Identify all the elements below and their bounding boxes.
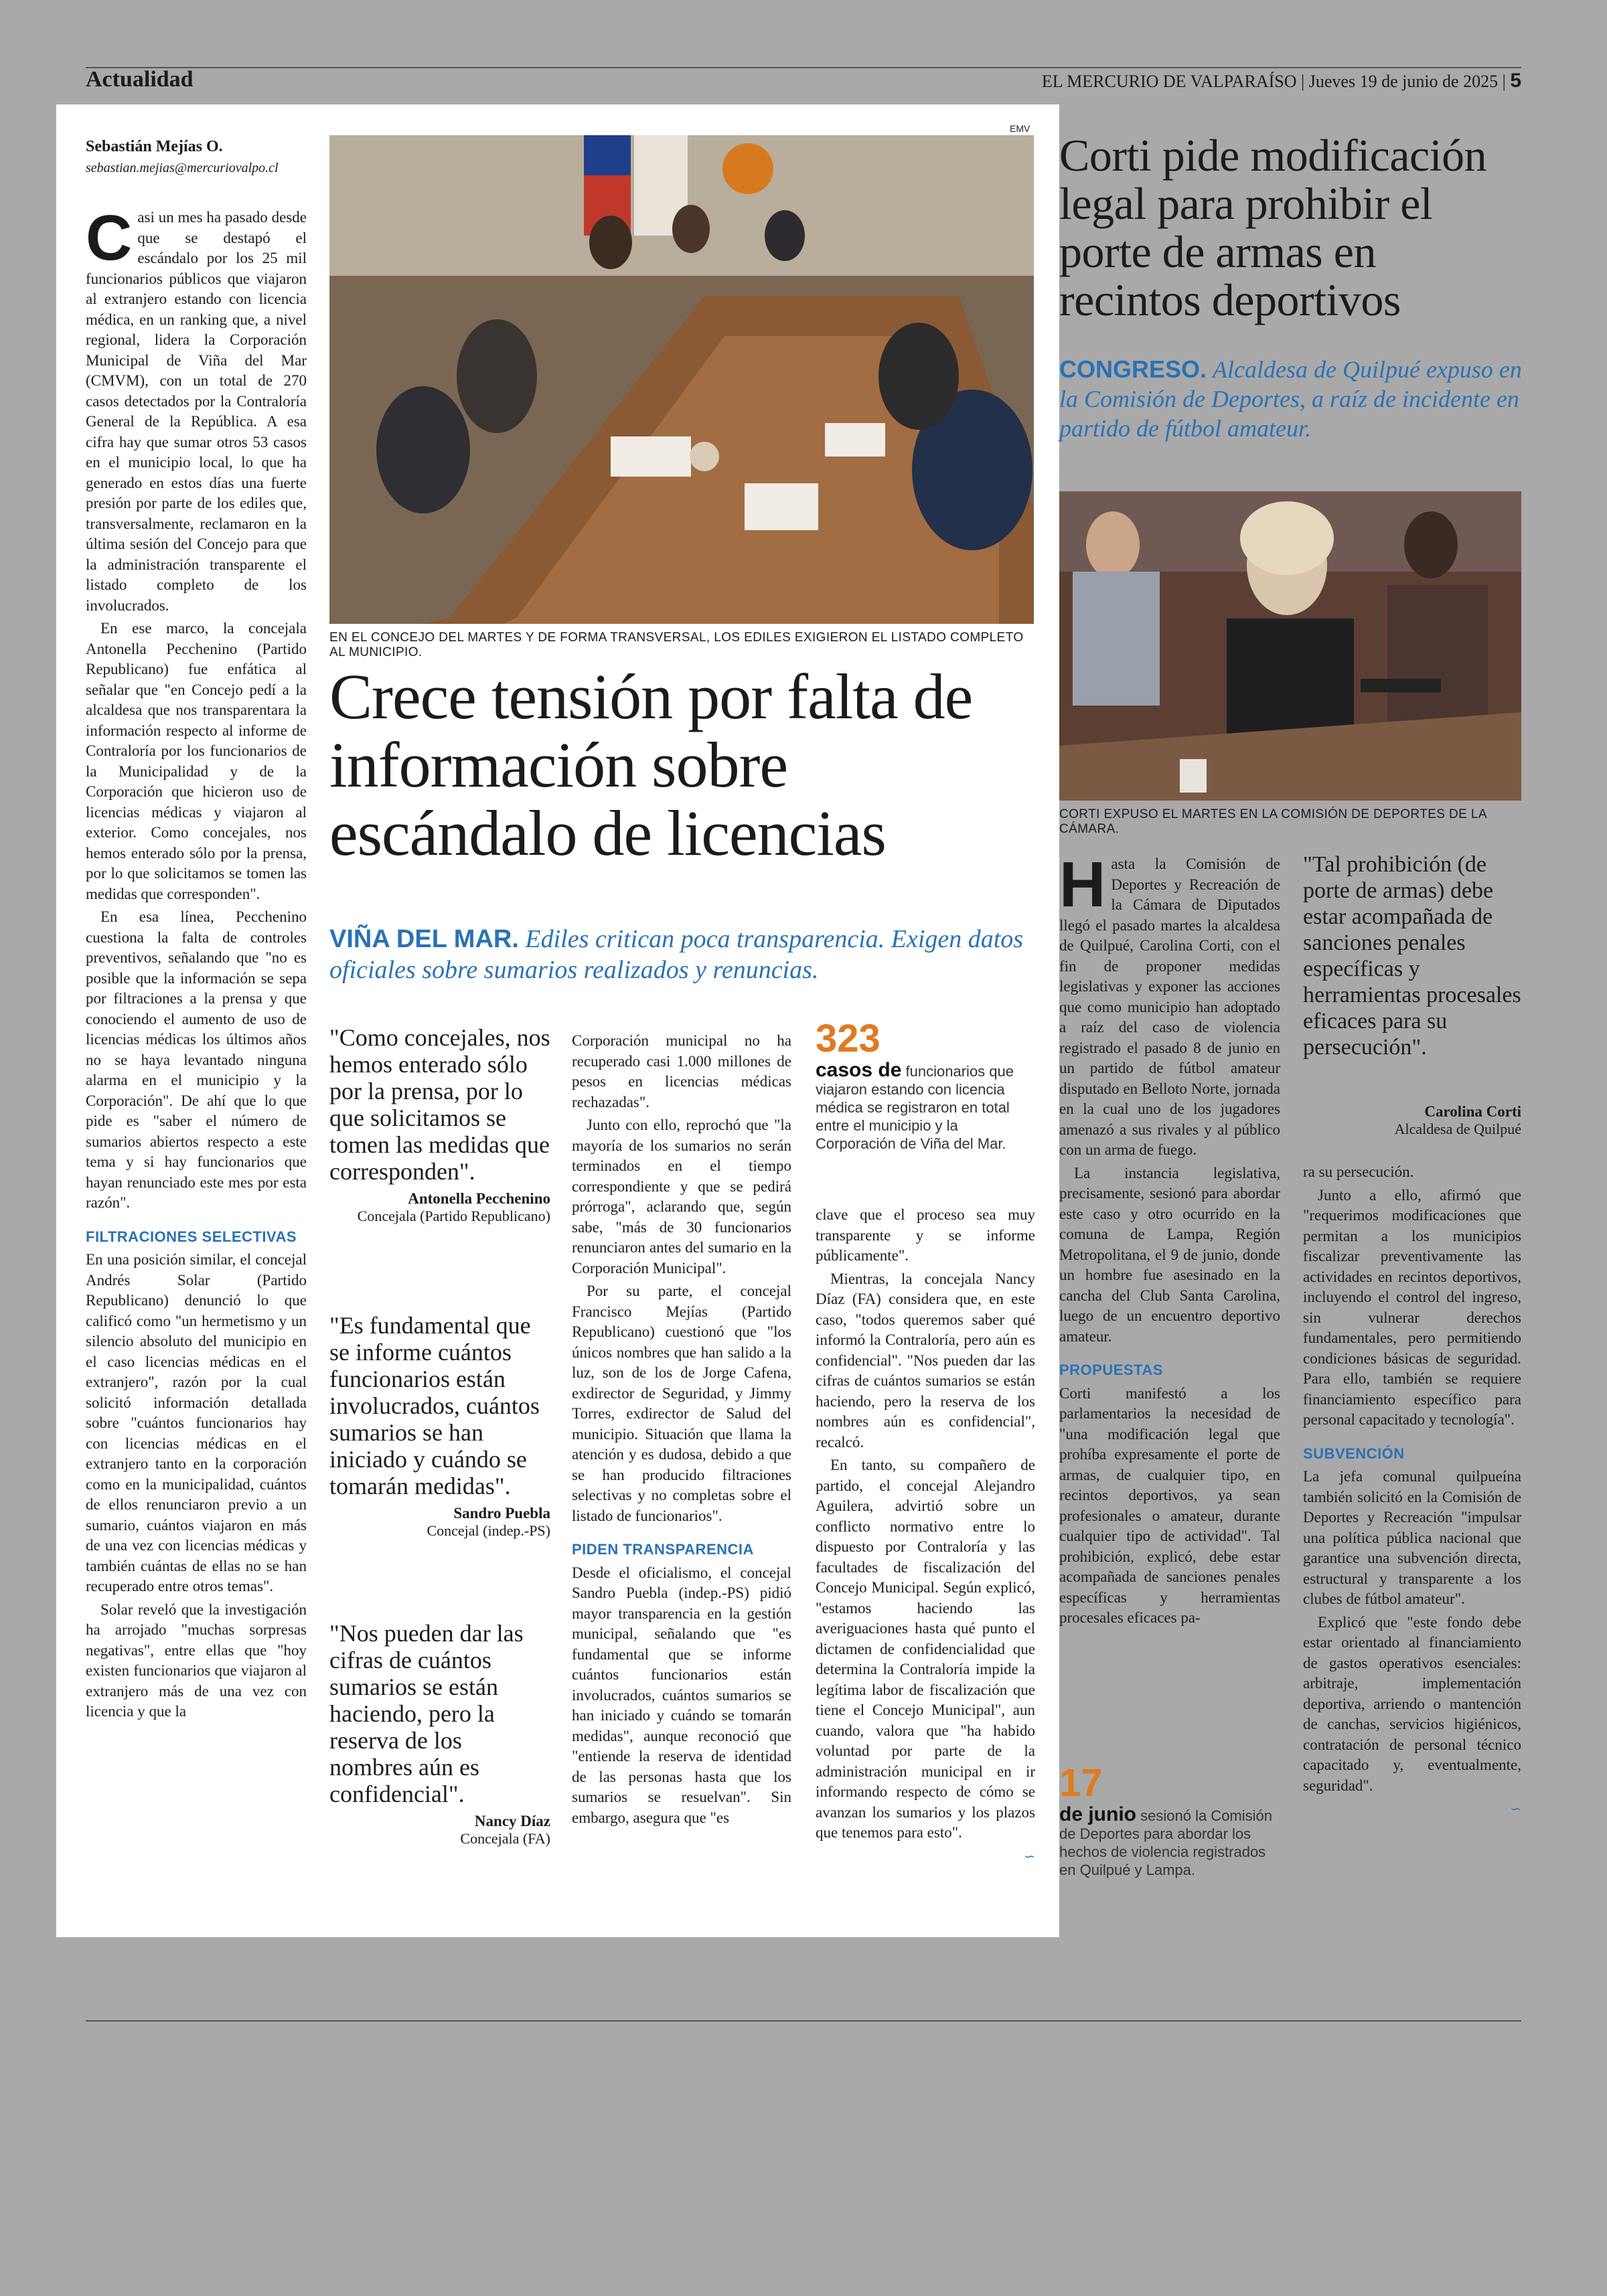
paragraph: Corporación municipal no ha recuperado casi 1.000 millones de pesos en licencias médicas rechazadas". (572, 1032, 791, 1111)
dropcap: C (86, 202, 133, 274)
main-column-1 (86, 202, 307, 1725)
subheading: PIDEN TRANSPARENCIA (572, 1541, 754, 1558)
section-label: Actualidad (86, 67, 194, 92)
paragraph: ra su persecución. (1303, 1163, 1414, 1180)
paragraph: Explicó que "este fondo debe estar orientado al financiamiento de gastos operativos esenciales: arbitraje, implementación deportiva, arriendo o mantención de canchas, servicios higiénicos, contratación de personal técnico capacitado y, eventualmente, seguridad". (1303, 1613, 1521, 1794)
end-mark: ∽ (1510, 1801, 1521, 1817)
paragraph: En ese marco, la concejala Antonella Pecchenino (Partido Republicano) fue enfática al señalar que "en Concejo pedí a la alcaldesa que nos transparentara la información respecto al informe de Contraloría por los funcionarios de la Municipalidad y de la Corporación que hicieron uso de licencias médicas y viajaron al exterior. Como concejales, nos hemos enterado sólo por la prensa, por lo que solicitamos se tomen las medidas que corresponden". (86, 620, 307, 902)
side-column-1 (1059, 849, 1280, 1631)
stat-description (1059, 1805, 1280, 1879)
paragraph: Junto con ello, reprochó que "la mayoría de los sumarios no serán terminados en el tiempo correspondiente y que se pedirá prórroga", aclarando que, según sabe, "más de 30 funcionarios renunciaron antes del sumario en la Corporación Municipal". (572, 1117, 791, 1277)
stat-bold: de junio (1059, 1803, 1136, 1825)
side-headline: Corti pide modificación legal para prohibir el porte de armas en recintos deportivos (1059, 130, 1487, 325)
paragraph: Solar reveló que la investigación ha arrojado "muchas sorpresas negativas", entre ellas que "hoy existen funcionarios que viajaron al extranjero más de una vez con licencia y que la (86, 1601, 307, 1720)
side-column-2 (1303, 1162, 1521, 1819)
end-mark: ∽ (1024, 1848, 1035, 1864)
stat-number: 323 (816, 1017, 881, 1060)
quote-role: Concejala (FA) (460, 1830, 550, 1847)
paragraph: En esa línea, Pecchenino cuestiona la falta de controles preventivos, señalando que "no es posible que la información se sepa por filtraciones a la prensa y que conociendo el aumento de uso de licencias médicas los últimos años no se haya levantado ninguna alarma en el municipio y la Corporación". De ahí que lo que pide es "saber el número de sumarios abiertos respecto a este tema y si hay funcionarios que hayan renunciado este mes por esta razón". (86, 908, 307, 1211)
stat-bold: casos de (816, 1059, 902, 1081)
stat-text: funcionarios que viajaron estando con licencia médica se registraron en total entre el municipio y la Corporación de Viña del Mar. (816, 1063, 1014, 1152)
author-name: Sebastián Mejías O. (86, 138, 223, 155)
pull-quote-1 (329, 1024, 550, 1225)
paragraph: Corti manifestó a los parlamentarios la necesidad de "una modificación legal que prohíba expresamente el porte de armas, de cualquier tipo, en recintos deportivos, ya sean profesionales o amateur, durante cualquier tipo de actividad". Tal prohibición, explicó, debe estar acompañada de sanciones penales específicas y herramientas procesales eficaces pa- (1059, 1384, 1280, 1626)
subheading: PROPUESTAS (1059, 1362, 1163, 1378)
side-deck (1059, 355, 1528, 443)
paragraph: Por su parte, el concejal Francisco Mejías (Partido Republicano) cuestionó que "los únicos nombres que han salido a la luz, son de los de Jorge Cafena, exdirector de Seguridad, y Jimmy Torres, exdirector de Salud del municipio. Situación que llama la atención y es dudosa, debido a que se han producido filtraciones selectivas y no completas sobre el listado de funcionarios". (572, 1283, 791, 1524)
quote-text: "Tal prohibición (de porte de armas) debe estar acompañada de sanciones penales específicas y herramientas procesales eficaces para su persecución". (1303, 852, 1521, 1060)
quote-name: Sandro Puebla (453, 1505, 550, 1522)
quote-name: Carolina Corti (1424, 1103, 1521, 1120)
subheading: SUBVENCIÓN (1303, 1445, 1405, 1462)
main-headline: Crece tensión por falta de información sobre escándalo de licencias (329, 661, 973, 869)
paragraph: Desde el oficialismo, el concejal Sandro Puebla (indep.-PS) pidió mayor transparencia en la gestión municipal, señalando que "es fundamental que se informe cuántos funcionarios están involucrados, cuántos sumarios se han iniciado y cuándo se tomarán medidas", aunque reconoció que "entiende la reserva de identidad de las personas hasta que los sumarios se resuelvan". Sin embargo, asegura que "es (572, 1564, 791, 1826)
side-deck-text: Alcaldesa de Quilpué expuso en la Comisión de Deportes, a raíz de incidente en partido de fútbol amateur. (1059, 356, 1522, 442)
side-photo-caption: CORTI EXPUSO EL MARTES EN LA COMISIÓN DE DEPORTES DE LA CÁMARA. (1059, 807, 1486, 836)
quote-role: Alcaldesa de Quilpué (1394, 1121, 1521, 1137)
main-deck (329, 924, 1039, 985)
quote-name: Antonella Pecchenino (408, 1190, 550, 1207)
header-rule (86, 67, 1521, 68)
paragraph: Mientras, la concejala Nancy Díaz (FA) considera que, en este caso, "todos queremos saber qué informó la Contraloría, pero aún es confidencial". "Nos pueden dar las cifras de cuántos sumarios se están haciendo, pero la reserva de los nombres aún es confidencial", recalcó. (816, 1270, 1035, 1451)
masthead: EL MERCURIO DE VALPARAÍSO | Jueves 19 de junio de 2025 | 5 (1041, 70, 1521, 92)
paragraph: clave que el proceso sea muy transparente y se informe públicamente". (816, 1206, 1035, 1264)
stat-number: 17 (1059, 1761, 1103, 1805)
masthead-name: EL MERCURIO DE VALPARAÍSO (1041, 72, 1297, 91)
photo-caption: EN EL CONCEJO DEL MARTES Y DE FORMA TRANSVERSAL, LOS EDILES EXIGIERON EL LISTADO COMPLETO AL MUNICIPIO. (329, 631, 1024, 659)
dropcap: H (1059, 849, 1106, 920)
quote-role: Concejal (indep.-PS) (427, 1522, 550, 1539)
footer-rule (86, 2020, 1521, 2022)
pull-quote-2 (329, 1312, 550, 1540)
corti-photo (1059, 491, 1521, 801)
stat-box (816, 1016, 1037, 1153)
quote-role: Concejala (Partido Republicano) (357, 1208, 550, 1224)
side-pull-quote (1303, 851, 1521, 1138)
paragraph: La jefa comunal quilpueína también solicitó en la Comisión de Deportes y Recreación "impulsar una política pública nacional que garantice una subvención directa, estructural y transparente a los clubes de fútbol amateur". (1303, 1468, 1521, 1607)
subheading: FILTRACIONES SELECTIVAS (86, 1228, 297, 1245)
quote-text: "Es fundamental que se informe cuántos funcionarios están involucrados, cuántos sumarios se han iniciado y cuándo se tomarán medidas". (329, 1312, 540, 1499)
quote-text: "Como concejales, nos hemos enterado sólo por la prensa, por lo que solicitamos se tomen las medidas que corresponden". (329, 1024, 550, 1185)
author-email[interactable]: sebastian.mejias@mercuriovalpo.cl (86, 161, 279, 175)
paragraph: asi un mes ha pasado desde que se destapó el escándalo por los 25 mil funcionarios públicos que viajaron al extranjero estando con licencia médica, en un ranking que, a nivel regional, lidera la Corporación Municipal de Viña del Mar (CMVM), con un total de 270 casos detectados por la Contraloría General de la República. A esa cifra hay que sumar otros 53 casos en el municipio local, lo que ha generado en estos días una fuerte presión por parte de los ediles que, transversalmente, reclamaron en la última sesión del Concejo para que la administración transparente el listado completo de los involucrados. (86, 209, 307, 614)
paragraph: asta la Comisión de Deportes y Recreación de la Cámara de Diputados llegó el pasado martes la alcaldesa de Quilpué, Carolina Corti, con el fin de proponer medidas legislativas y exponer las acciones que como municipio han adoptado a raíz del caso de violencia registrado el pasado 8 de junio en un partido de fútbol amateur disputado en Belloto Norte, jornada en la cual uno de los jugadores amenazó a sus rivales y al público con un arma de fuego. (1059, 855, 1280, 1158)
photo-credit: EMV (1010, 123, 1030, 134)
paragraph: Junto a ello, afirmó que "requerimos modificaciones que permitan a los municipios fiscalizar preventivamente las actividades en recintos deportivos, incluyendo el control del ingreso, sin vulnerar derechos fundamentales, pero permitiendo condiciones básicas de seguridad. Para ello, también se requiere financiamiento específico para personal capacitado y tecnología". (1303, 1186, 1521, 1428)
quote-text: "Nos pueden dar las cifras de cuántos sumarios se están haciendo, pero la reserva de los nombres aún es confidencial". (329, 1620, 524, 1807)
council-meeting-photo (329, 135, 1034, 624)
pull-quote-3 (329, 1620, 550, 1848)
main-kicker: VIÑA DEL MAR. (329, 925, 519, 953)
page-number: 5 (1510, 70, 1521, 92)
main-column-3 (572, 1031, 791, 1831)
side-kicker: CONGRESO. (1059, 355, 1207, 383)
paragraph: En una posición similar, el concejal Andrés Solar (Partido Republicano) denunció lo que calificó como "un hermetismo y un silencio absoluto del municipio en el caso licencias médicas en el extranjero", razón por la cual solicitó información detallada sobre "cuántos funcionarios hay con licencias médicas en el extranjero tanto en la corporación como en la municipalidad, cuántos de ellos renunciaron previo a un sumario, cuántos viajaron en más de una vez con licencias médicas y también cuántas de ellas no se han recuperado entre otros temas". (86, 1251, 307, 1594)
stat-text: sesionó la Comisión de Deportes para abordar los hechos de violencia registrados en Quilpué y Lampa. (1059, 1807, 1272, 1878)
masthead-date: Jueves 19 de junio de 2025 (1308, 72, 1499, 91)
quote-name: Nancy Díaz (474, 1813, 550, 1829)
main-column-4 (816, 1205, 1035, 1866)
paragraph: En tanto, su compañero de partido, el concejal Alejandro Aguilera, advirtió sobre un conflicto normativo entre lo dispuesto por Contraloría y las facultades de fiscalización del Concejo Municipal. Según explicó, "estamos haciendo las averiguaciones hasta qué punto el dictamen de confidencialidad que determina la Contraloría impide la legítima labor de fiscalización que tiene el Concejo Municipal", aun cuando, valora que "ha habido voluntad por parte de la administración municipal en ir informando respecto de cómo se avanzan los sumarios y los plazos que tenemos para esto". (816, 1457, 1035, 1841)
paragraph: La instancia legislativa, precisamente, sesionó para abordar este caso y otro ocurrido en la comuna de Lampa, Región Metropolitana, el 9 de junio, donde un hombre fue asesinado en la cancha del Club Santa Carolina, luego de un encuentro deportivo amateur. (1059, 1164, 1280, 1345)
stat-description (816, 1061, 1037, 1153)
side-stat-box (1059, 1760, 1280, 1879)
main-deck-text: Ediles critican poca transparencia. Exigen datos oficiales sobre sumarios realizados y renuncias. (329, 925, 1024, 984)
